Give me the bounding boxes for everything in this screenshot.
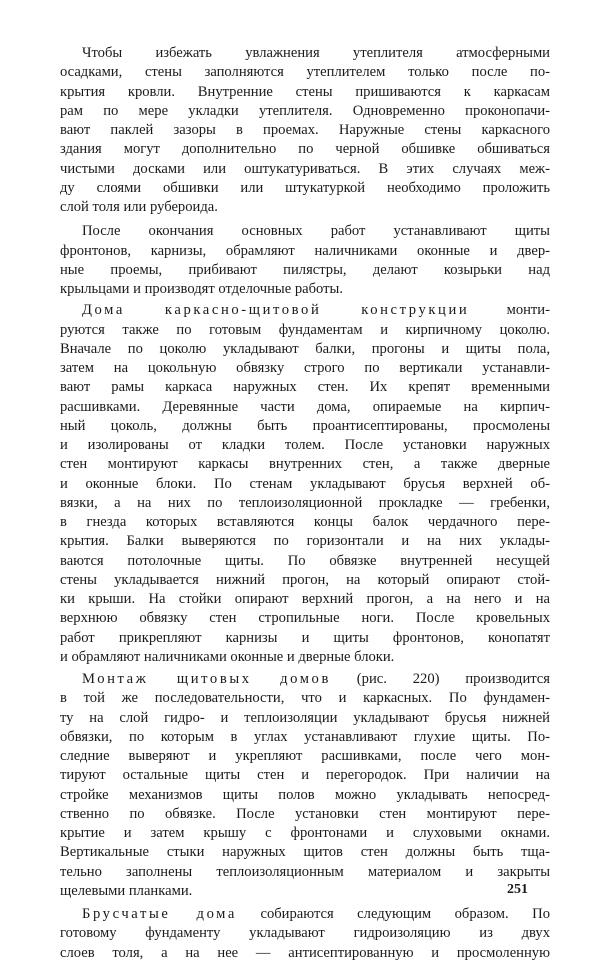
text-line: здания могут дополнительно по черной обшивке обшиваться xyxy=(60,141,550,158)
text-line: После окончания основных работ устанавливают щиты xyxy=(82,223,550,240)
text-line: тируют остальные щиты стен и перегородок. При наличии на xyxy=(60,767,550,784)
text-line: слой толя или рубероида. xyxy=(60,199,218,215)
text-line xyxy=(60,905,550,924)
text-line: ственно по обвязке. После установки стен монтируют пере- xyxy=(60,805,550,822)
page-number: 251 xyxy=(507,882,528,897)
text-line: ки крыши. На стойки опирают верхний прогон, а на него и на xyxy=(60,591,550,607)
text-line: вают рамы каркаса наружных стен. Их крепят временными xyxy=(60,379,550,396)
text-line: и оконные блоки. По стенам укладывают брусья верхней об- xyxy=(60,475,550,492)
text-line: и изолированы от кладки толем. После установки наружных xyxy=(60,437,550,453)
spaced-term: Монтаж щитовых домов xyxy=(82,671,331,687)
text-line: затем на цокольную обвязку строго по вертикали устанавли- xyxy=(60,360,550,376)
text-line: стен монтируют каркасы внутренних стен, а также дверные xyxy=(60,456,550,473)
text-line: работ прикрепляют карнизы и щиты фронтонов, конопатят xyxy=(60,629,550,646)
text-line: и обрамляют наличниками оконные и дверные блоки. xyxy=(60,648,395,665)
text-line xyxy=(60,670,550,689)
spaced-term: Брусчатые дома xyxy=(82,906,237,922)
text-fragment: (рис. 220) производится xyxy=(330,671,550,687)
spaced-term: Дома каркасно-щитовой конструкции xyxy=(82,302,470,319)
text-line: в той же последовательности, что и каркасных. По фундамен- xyxy=(60,690,550,707)
text-line: тельно заполнены теплоизоляционным материалом и закрыты xyxy=(60,863,550,880)
text-line xyxy=(60,301,550,320)
text-fragment: собираются следующим образом. По xyxy=(237,906,550,922)
text-line: вают паклей зазоры в проемах. Наружные стены каркасного xyxy=(60,122,550,138)
text-line: щелевыми планками. xyxy=(60,882,193,899)
text-line: рам по мере укладки утеплителя. Одновременно проконопачи- xyxy=(60,102,550,119)
text-line: Вначале по цоколю укладывают балки, прогоны и щиты пола, xyxy=(60,340,550,357)
text-line: вязки, а на них по теплоизоляционной прокладке — гребенки, xyxy=(60,494,550,511)
paragraph-panel-house-assembly xyxy=(60,670,550,901)
text-line: обвязки, по которым в углах устанавливают глухие щиты. По- xyxy=(60,728,550,745)
text-fragment: монти- xyxy=(469,302,550,319)
paragraph-frame-panel-houses xyxy=(60,301,550,667)
text-line: ду слоями обшивки или штукатуркой необходимо проложить xyxy=(60,179,550,196)
text-line: ваются потолочные щиты. По обвязке внутренней несущей xyxy=(60,552,550,569)
text-line: осадками, стены заполняются утеплителем только после по- xyxy=(60,64,550,81)
paragraph-timber-houses xyxy=(60,905,550,963)
text-line: крытия кровли. Внутренние стены пришиваются к каркасам xyxy=(60,83,550,100)
text-line: фронтонов, карнизы, обрамляют наличниками оконные и двер- xyxy=(60,242,550,259)
text-line: ный цоколь, должны быть проантисептированы, просмолены xyxy=(60,417,550,434)
text-line: стройке механизмов щиты полов можно укладывать непосред- xyxy=(60,786,550,803)
text-line: Чтобы избежать увлажнения утеплителя атмосферными xyxy=(82,45,550,61)
text-line: стены укладывается нижний прогон, на который опирают стой- xyxy=(60,571,550,588)
text-line: слоев толя, а на нее — антисептированную и просмоленную xyxy=(60,944,550,961)
text-line: чистыми досками или оштукатуриваться. В этих случаях меж- xyxy=(60,160,550,177)
text-line: крыльцами и производят отделочные работы. xyxy=(60,281,343,297)
text-line: готовому фундаменту укладывают гидроизоляцию из двух xyxy=(60,925,550,942)
text-line: Вертикальные стыки наружных щитов стен должны быть тща- xyxy=(60,844,550,861)
text-line: крытие и затем крышу с фронтонами и слуховыми окнами. xyxy=(60,825,550,841)
text-line: ные проемы, прибивают пилястры, делают козырьки над xyxy=(60,261,550,278)
text-line: руются также по готовым фундаментам и кирпичному цоколю. xyxy=(60,321,550,338)
book-page xyxy=(60,44,550,963)
paragraph-finishing xyxy=(60,222,550,299)
paragraph-insulation xyxy=(60,44,550,217)
text-line: ту на слой гидро- и теплоизоляции укладывают брусья нижней xyxy=(60,709,550,726)
text-line: следние выверяют и укрепляют расшивками, после чего мон- xyxy=(60,748,550,764)
text-line: верхнюю обвязку стен стропильные ноги. После кровельных xyxy=(60,610,550,627)
text-line: расшивками. Деревянные части дома, опираемые на кирпич- xyxy=(60,398,550,415)
text-line: в гнезда которых вставляются концы балок чердачного пере- xyxy=(60,514,550,530)
text-line: крытия. Балки выверяются по горизонтали и на них уклады- xyxy=(60,533,550,550)
